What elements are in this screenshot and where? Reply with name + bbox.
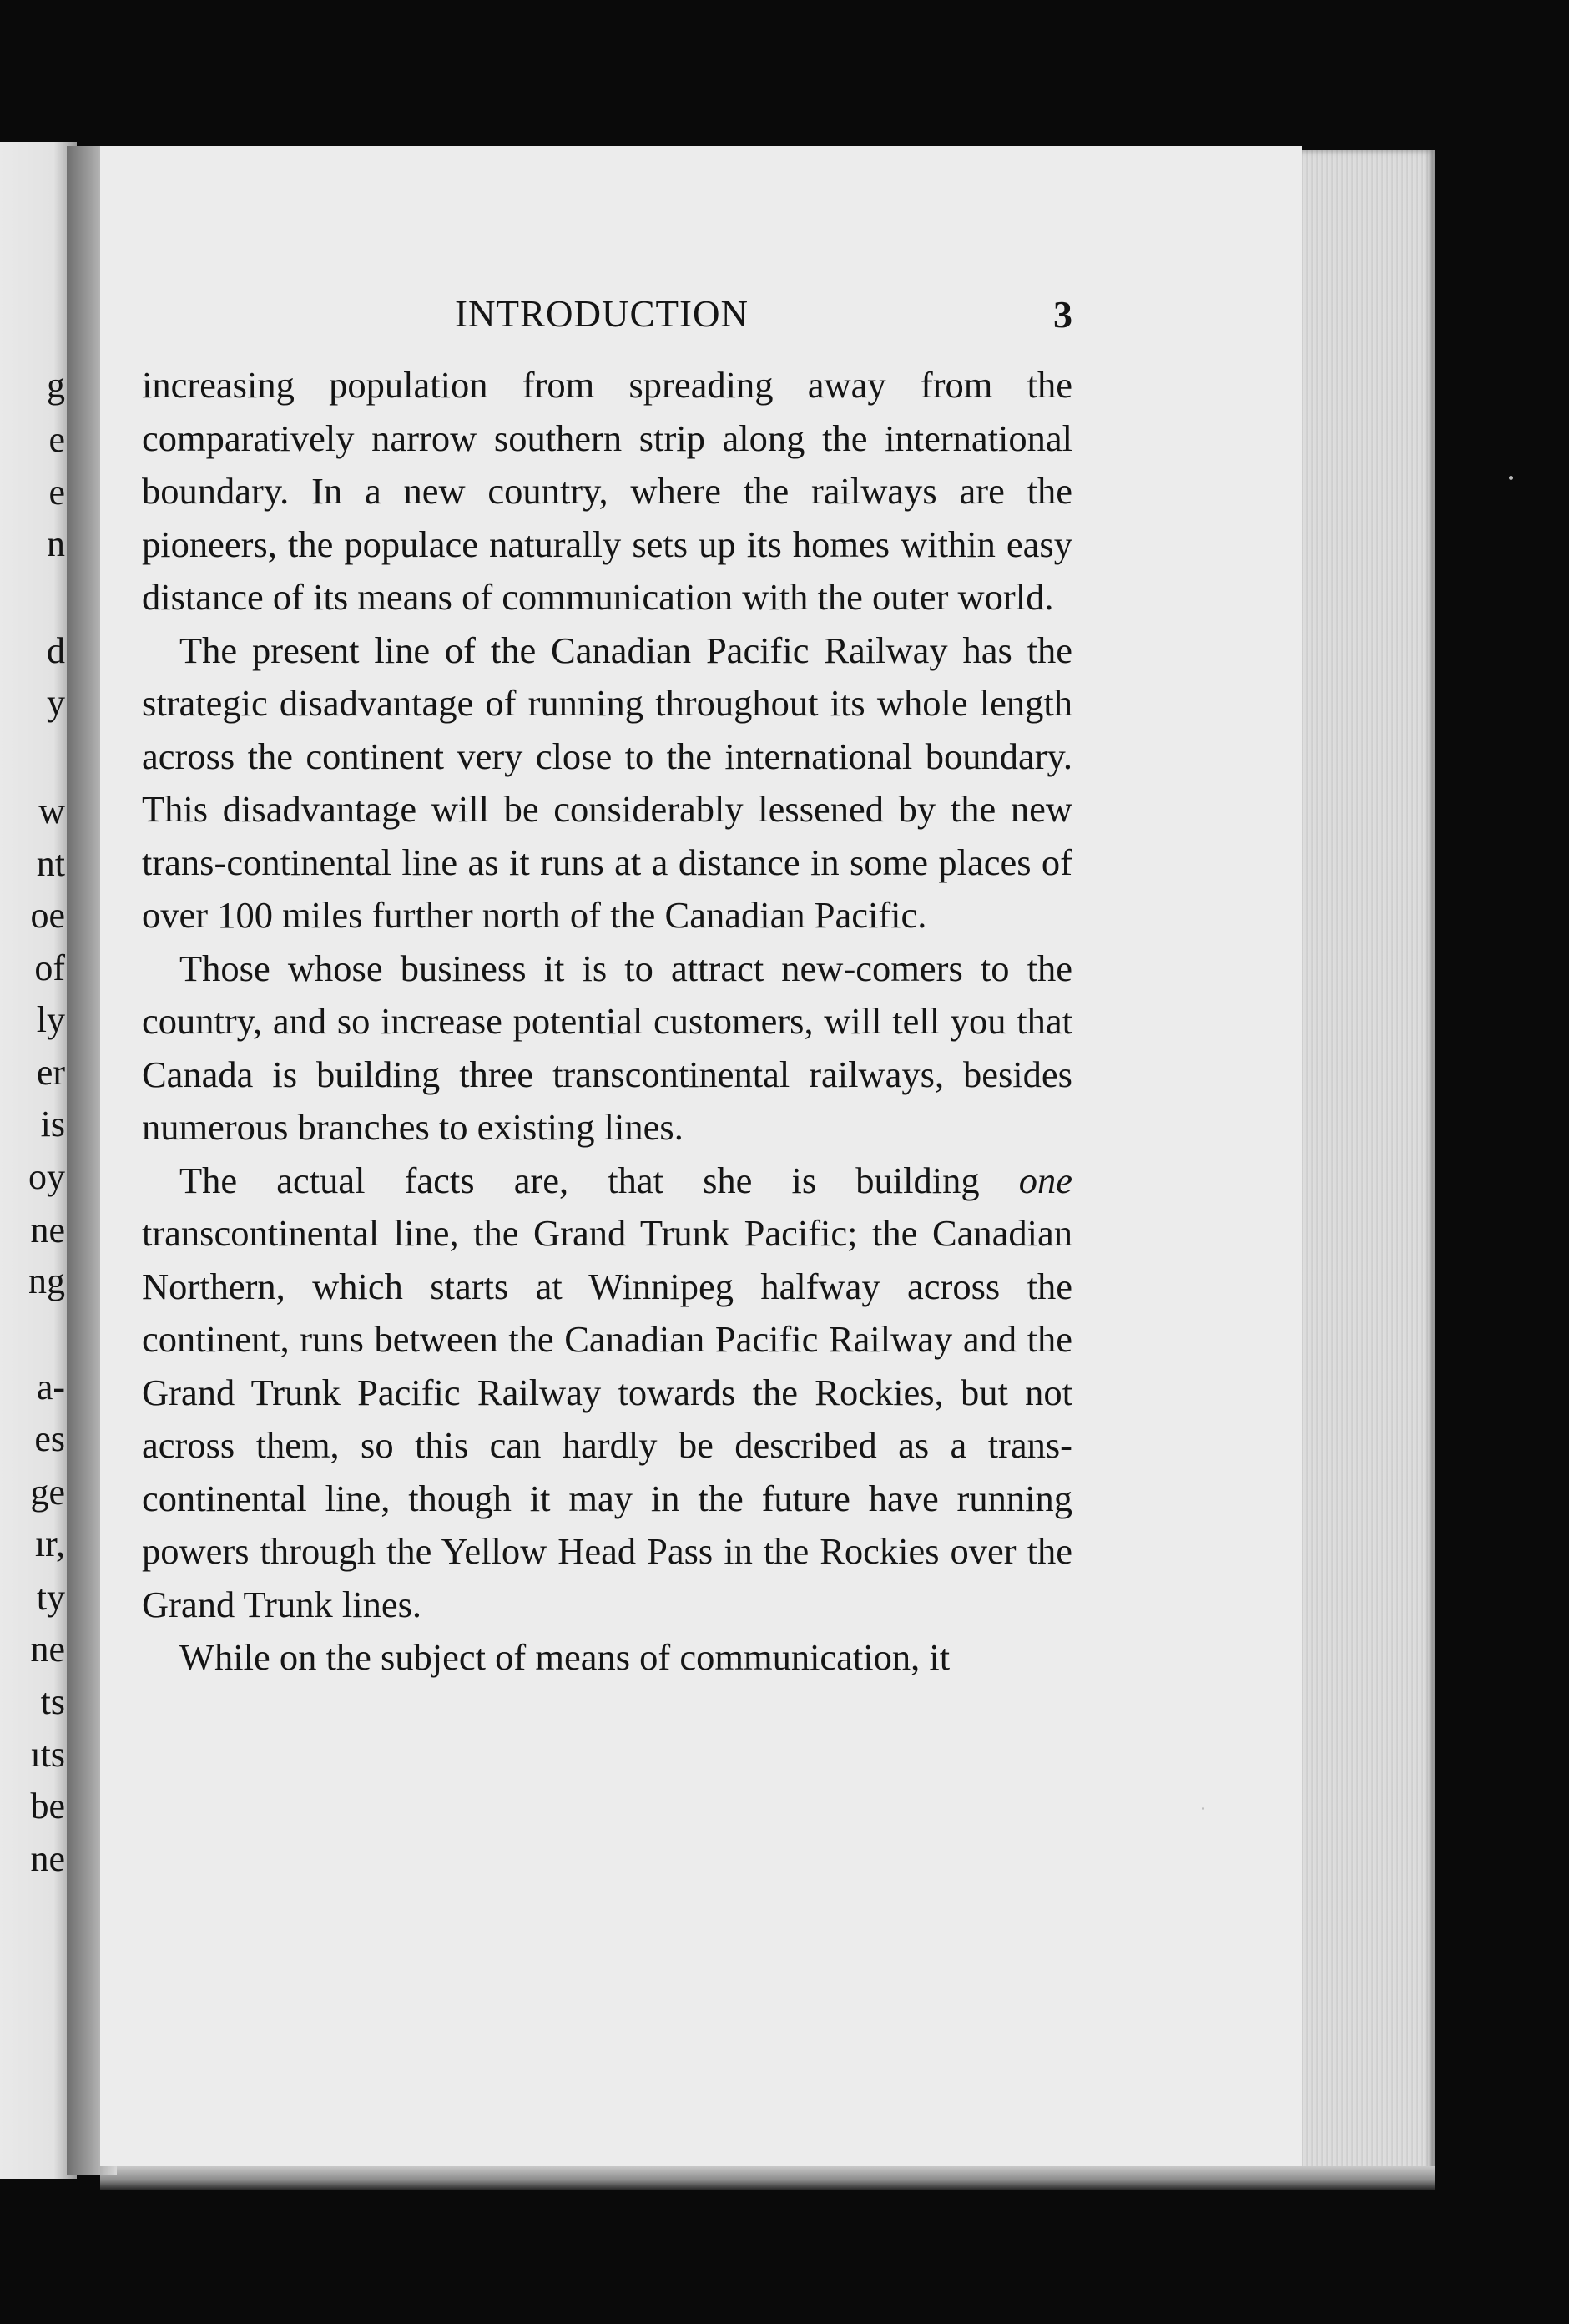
facing-page-fragment: oy	[28, 1156, 65, 1197]
facing-page	[0, 142, 77, 2179]
italic-emphasis: one	[1018, 1159, 1072, 1201]
page-number: 3	[1053, 293, 1072, 336]
facing-page-fragment: oe	[30, 895, 65, 936]
facing-page-fragment: er	[36, 1052, 65, 1093]
paragraph-text: The actual facts are, that she is building	[179, 1159, 1019, 1201]
facing-page-fragment: be	[30, 1786, 65, 1826]
paragraph: Those whose business it is to attract new-comers to the country, and so increase potential customers, will tell you that Canada is building three transcontinental railways, besides numerous branches to existing lines.	[142, 947, 1072, 1148]
facing-page-fragment: es	[34, 1418, 65, 1459]
facing-page-fragment: nt	[36, 843, 65, 884]
facing-page-fragment: ne	[30, 1838, 65, 1879]
dust-speck	[1509, 476, 1513, 480]
facing-page-fragment: ly	[36, 999, 65, 1040]
facing-page-fragment: w	[38, 791, 65, 831]
facing-page-fragment: ts	[40, 1681, 65, 1722]
facing-page-fragment: e	[48, 472, 65, 513]
facing-page-fragment: e	[48, 419, 65, 460]
page-edge-bottom	[100, 2166, 1435, 2190]
paragraph: While on the subject of means of communication, it	[179, 1636, 951, 1678]
page-content	[142, 292, 1072, 1685]
paragraph: The present line of the Canadian Pacific Railway has the strategic disadvantage of running throughout its whole length across the continent very close to the international boundary. This disadvantage will be considerably lessened by the new trans-continental line as it runs at a distance in some places of over 100 miles further north of the Canadian Pacific.	[142, 629, 1072, 936]
paragraph-text: transcontinental line, the Grand Trunk Pacific; the Canadian Northern, which starts at Winnipeg halfway across the continent, runs between the Canadian Pacific Railway and the Grand Trunk Pacific Railway towards the Rockies, but not across them, so this can hardly be described as a trans-continental line, though it may in the future have running powers through the Yellow Head Pass in the Rockies over the Grand Trunk lines.	[142, 1212, 1072, 1625]
facing-page-fragment: ty	[36, 1577, 65, 1618]
facing-page-fragment: g	[47, 365, 65, 406]
body-text	[142, 359, 1072, 1685]
facing-page-fragment: ır,	[34, 1523, 65, 1564]
facing-page-fragment: ng	[28, 1261, 65, 1301]
facing-page-fragment: ne	[30, 1629, 65, 1670]
paragraph	[142, 1154, 1072, 1632]
facing-page-fragment: a-	[36, 1367, 65, 1407]
facing-page-fragment: y	[47, 682, 65, 723]
facing-page-fragment: ne	[30, 1210, 65, 1250]
facing-page-fragment: d	[47, 630, 65, 671]
chapter-title: INTRODUCTION	[455, 293, 749, 335]
paragraph: increasing population from spreading away from the comparatively narrow southern strip along the international boundary. In a new country, where the railways are the pioneers, the populace naturally sets up its homes within easy distance of its means of communication with the outer world.	[142, 364, 1072, 618]
facing-page-fragment: is	[40, 1104, 65, 1144]
facing-page-fragment: ıts	[30, 1734, 65, 1775]
facing-page-fragment: ge	[30, 1472, 65, 1513]
running-head	[142, 292, 1072, 351]
page-edge-stack	[1294, 150, 1435, 2187]
facing-page-fragment: n	[47, 523, 65, 564]
dust-speck	[1202, 1807, 1204, 1810]
facing-page-text-fragments	[0, 142, 77, 2179]
facing-page-fragment: of	[34, 947, 65, 988]
